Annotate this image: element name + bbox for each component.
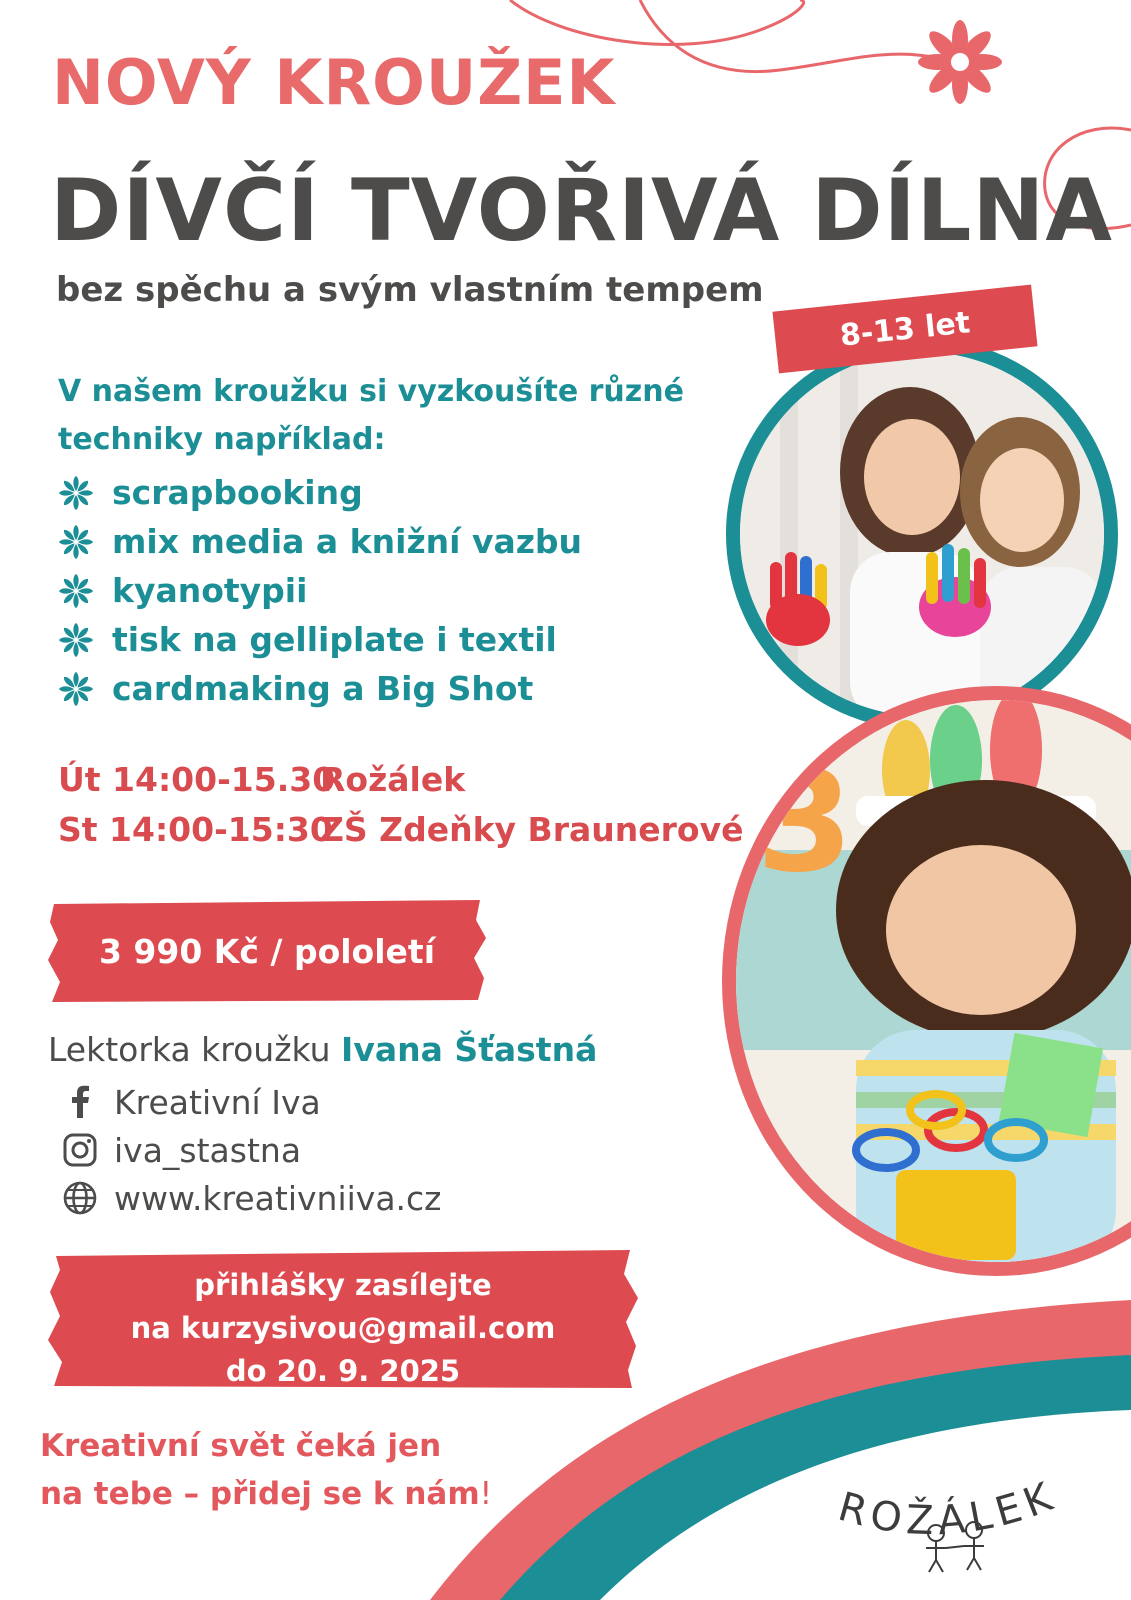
facebook-icon	[60, 1082, 100, 1122]
contacts-list	[60, 1078, 442, 1222]
intro-text: V našem kroužku si vyzkoušíte různé techniky například:	[58, 374, 684, 457]
signup-email-line[interactable]: na kurzysivou@gmail.com	[130, 1311, 556, 1345]
closing-line: Kreativní svět čeká jen	[40, 1428, 442, 1464]
closing-exclamation: !	[479, 1476, 493, 1512]
technique-item	[58, 517, 582, 566]
techniques-list	[58, 468, 582, 713]
technique-item	[58, 468, 582, 517]
technique-label: cardmaking a Big Shot	[112, 669, 534, 708]
technique-item	[58, 615, 582, 664]
price-banner	[48, 900, 486, 1002]
rozalek-logo	[826, 1438, 1086, 1578]
photo-two-girls-painted-hands	[726, 338, 1118, 730]
lector-line	[48, 1030, 597, 1069]
schedule-place: ZŠ Zdeňky Braunerové	[320, 809, 744, 849]
technique-label: scrapbooking	[112, 473, 363, 512]
technique-label: mix media a knižní vazbu	[112, 522, 583, 561]
lector-name: Ivana Šťastná	[341, 1030, 598, 1069]
contact-website[interactable]	[60, 1174, 442, 1222]
kicker-heading: NOVÝ KROUŽEK	[52, 46, 616, 119]
contact-text: iva_stastna	[114, 1130, 302, 1170]
contact-text: www.kreativniiva.cz	[114, 1178, 442, 1218]
schedule-row	[58, 804, 743, 854]
schedule-time: Út 14:00-15.30	[58, 759, 336, 799]
technique-label: tisk na gelliplate i textil	[112, 620, 557, 659]
schedule-row	[58, 754, 743, 804]
flower-icon	[918, 20, 1002, 104]
flower-bullet-icon	[58, 524, 94, 560]
closing-line-text: na tebe – přidej se k nám	[40, 1476, 480, 1512]
lector-label: Lektorka kroužku	[48, 1030, 331, 1069]
svg-text:3: 3	[756, 741, 854, 904]
flower-bullet-icon	[58, 475, 94, 511]
flower-bullet-icon	[58, 671, 94, 707]
closing-line-2	[40, 1470, 492, 1518]
price-label: 3 990 Kč / pololetí	[98, 931, 436, 971]
svg-text:ROŽÁLEK	[833, 1472, 1064, 1544]
technique-label: kyanotypii	[112, 571, 308, 610]
signup-text	[48, 1264, 638, 1393]
page-title: DÍVČÍ TVOŘIVÁ DÍLNA	[50, 161, 1113, 261]
technique-item	[58, 566, 582, 615]
age-range-badge: 8-13 let	[772, 285, 1037, 374]
page-subtitle: bez spěchu a svým vlastním tempem	[56, 270, 764, 310]
closing-slogan	[40, 1422, 492, 1518]
signup-deadline: do 20. 9. 2025	[225, 1354, 461, 1388]
schedule	[58, 754, 743, 854]
contact-facebook[interactable]	[60, 1078, 442, 1126]
flower-bullet-icon	[58, 573, 94, 609]
instagram-icon	[60, 1130, 100, 1170]
signup-banner	[48, 1250, 638, 1388]
signup-line: přihlášky zasílejte	[194, 1268, 492, 1302]
flower-bullet-icon	[58, 622, 94, 658]
schedule-place: Rožálek	[320, 759, 466, 799]
technique-item	[58, 664, 582, 713]
contact-text: Kreativní Iva	[114, 1082, 321, 1122]
globe-icon	[60, 1178, 100, 1218]
schedule-time: St 14:00-15:30	[58, 809, 333, 849]
contact-instagram[interactable]	[60, 1126, 442, 1174]
logo-text: ROŽÁLEK	[833, 1472, 1064, 1545]
